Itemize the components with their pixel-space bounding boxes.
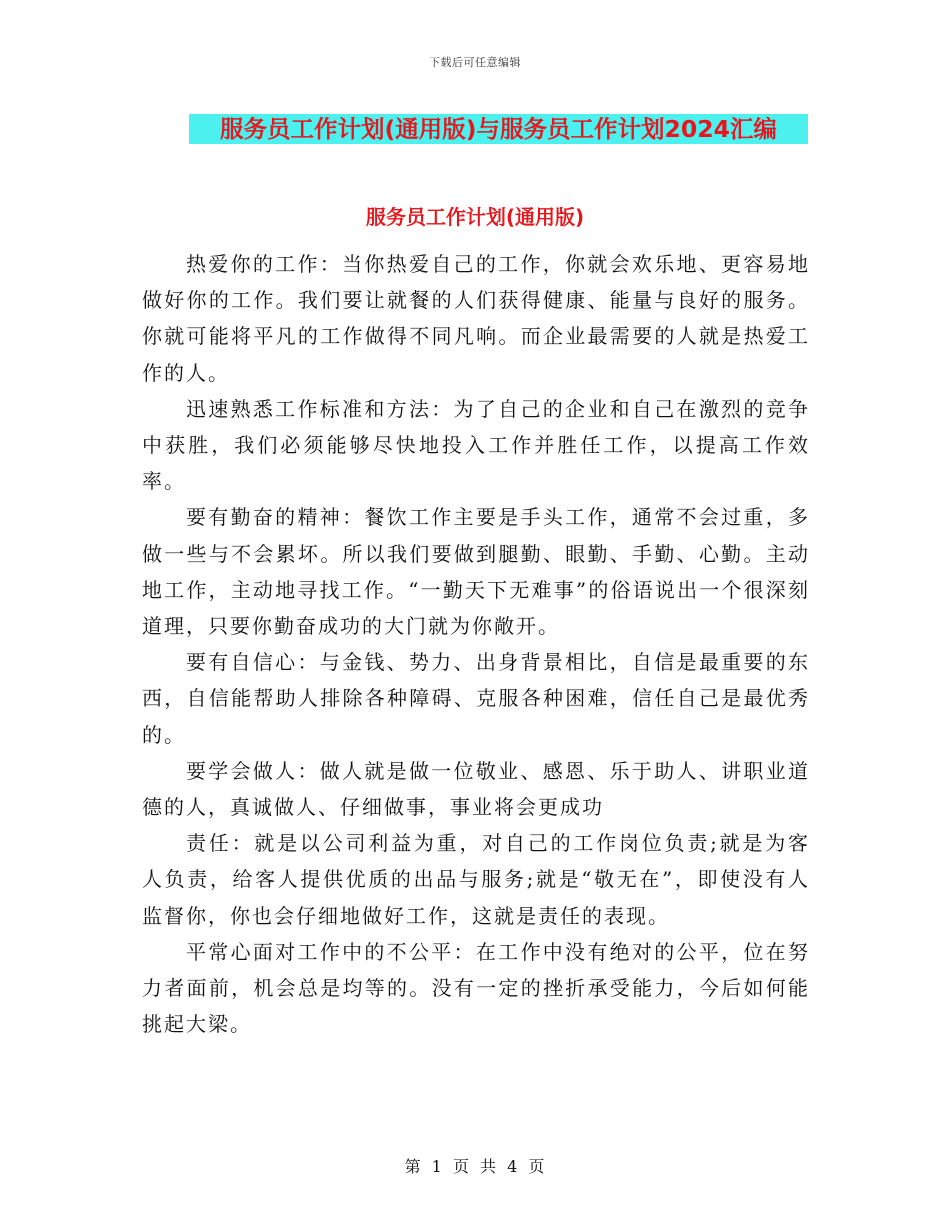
page-header: 下载后可任意编辑 [429,56,521,69]
paragraph-confidence: 要有自信心：与金钱、势力、出身背景相比，自信是最重要的东西，自信能帮助人排除各种障碍、克服各种困难，信任自己是最优秀的。 [142,650,810,747]
paragraph-conduct: 要学会做人：做人就是做一位敬业、感恩、乐于助人、讲职业道德的人，真诚做人、仔细做事，事业将会更成功 [142,758,810,820]
section-title: 服务员工作计划(通用版) [365,205,585,229]
paragraph-responsibility: 责任：就是以公司利益为重，对自己的工作岗位负责;就是为客人负责，给客人提供优质的出品与服务;就是“敬无在”，即使没有人监督你，你也会仔细地做好工作，这就是责任的表现。 [142,831,810,928]
paragraph-fairness: 平常心面对工作中的不公平：在工作中没有绝对的公平，位在努力者面前，机会总是均等的。没有一定的挫折承受能力，今后如何能挑起大梁。 [142,939,810,1037]
paragraph-diligence: 要有勤奋的精神：餐饮工作主要是手头工作，通常不会过重，多做一些与不会累坏。所以我们要做到腿勤、眼勤、手勤、心勤。主动地工作，主动地寻找工作。“一勤天下无难事”的俗语说出一个很深刻道理，只要你勤奋成功的大门就为你敞开。 [142,505,810,639]
paragraph-love-work: 热爱你的工作：当你热爱自己的工作，你就会欢乐地、更容易地做好你的工作。我们要让就餐的人们获得健康、能量与良好的服务。你就可能将平凡的工作做得不同凡响。而企业最需要的人就是热爱工作的人。 [142,252,810,385]
document-body [142,246,810,1042]
page-number: 第 1 页 共 4 页 [404,1157,546,1176]
paragraph-standards: 迅速熟悉工作标准和方法：为了自己的企业和自己在激烈的竞争中获胜，我们必须能够尽快地投入工作并胜任工作，以提高工作效率。 [142,396,810,494]
document-title: 服务员工作计划(通用版)与服务员工作计划2024汇编 [189,114,808,144]
